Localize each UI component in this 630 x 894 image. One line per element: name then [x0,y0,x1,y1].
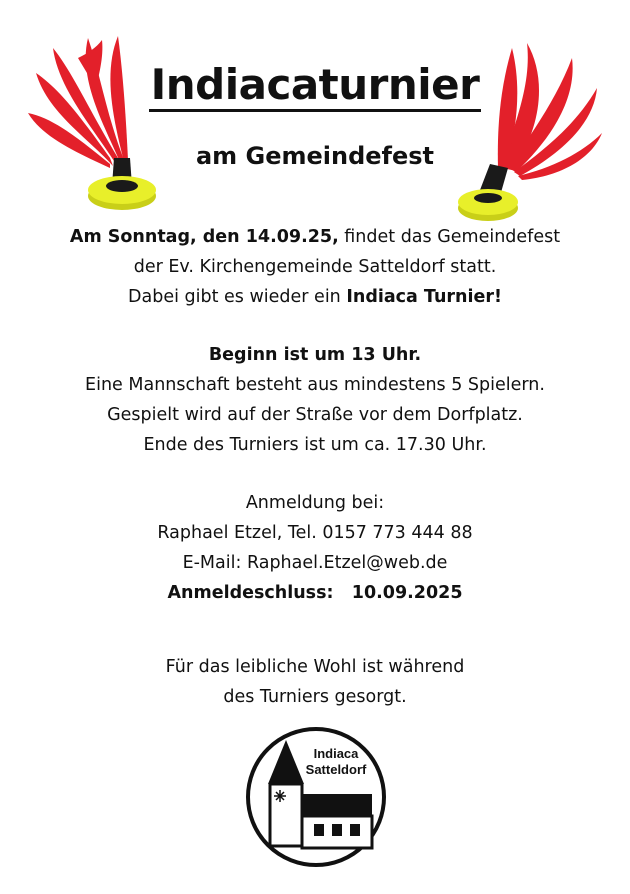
details-block [60,340,570,460]
registration-heading: Anmeldung bei: [245,493,385,513]
indiaca-shuttle-left-icon [18,18,168,218]
closing-line-1: Für das leibliche Wohl ist während [165,657,465,677]
start-time: Beginn ist um 13 Uhr. [208,345,422,365]
indiaca-shuttle-right-icon [452,28,612,228]
logo-line-2: Satteldorf [305,762,367,777]
intro-block [60,222,570,312]
intro-line-3-pre: Dabei gibt es wieder ein [128,287,347,307]
intro-line-1-rest: findet das Gemeindefest [338,227,561,247]
closing-block [60,652,570,712]
subtitle: am Gemeindefest [195,142,435,170]
team-size: Eine Mannschaft besteht aus mindestens 5 Spielern. [85,375,545,395]
deadline [60,578,570,608]
contact-phone: Raphael Etzel, Tel. 0157 773 444 88 [157,523,473,543]
indiaca-satteldorf-logo [244,722,388,872]
registration-block [60,488,570,608]
deadline-label: Anmeldeschluss: [167,583,334,603]
title-text: Indiacaturnier [149,60,482,112]
location: Gespielt wird auf der Straße vor dem Dorfplatz. [107,405,523,425]
intro-tournament: Indiaca Turnier! [346,287,502,307]
intro-line-2: der Ev. Kirchengemeinde Satteldorf statt. [133,257,497,277]
deadline-date: 10.09.2025 [351,583,463,603]
end-time: Ende des Turniers ist um ca. 17.30 Uhr. [143,435,487,455]
contact-email: E-Mail: Raphael.Etzel@web.de [182,553,448,573]
intro-date: Am Sonntag, den 14.09.25, [69,227,339,247]
closing-line-2: des Turniers gesorgt. [223,687,407,707]
intro-line-1 [60,222,570,252]
logo-line-1: Indiaca [313,746,359,761]
page-title [0,60,630,110]
intro-line-3 [60,282,570,312]
